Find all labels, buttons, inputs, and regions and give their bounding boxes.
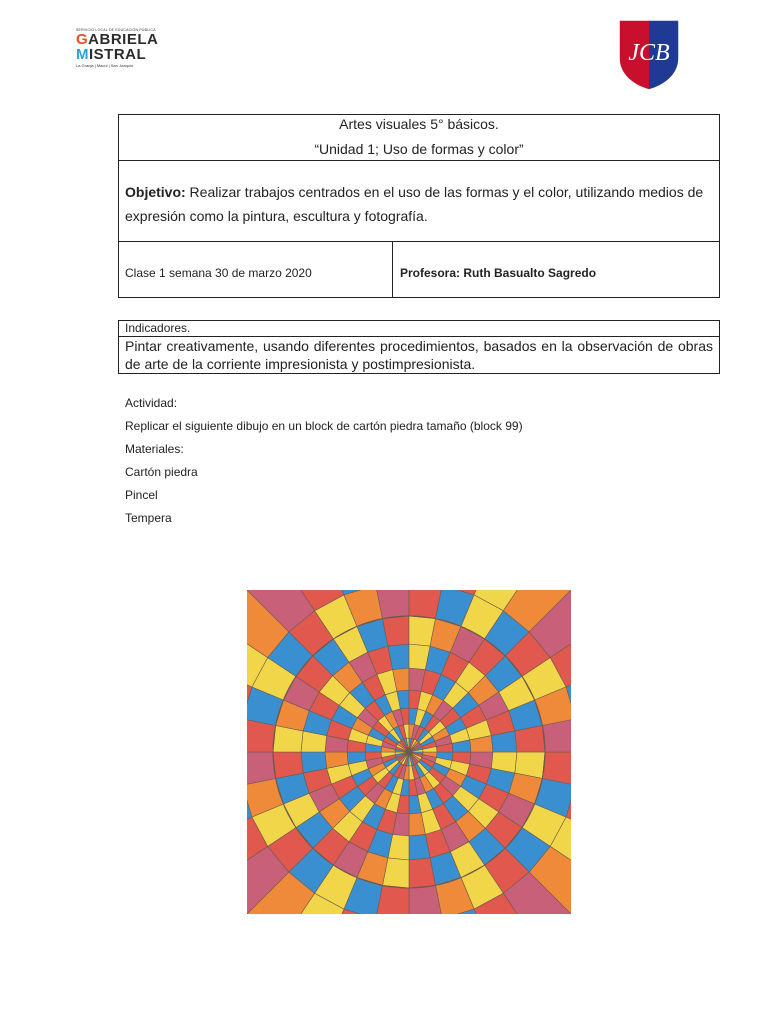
activity-section: [125, 394, 523, 532]
materials-heading: Materiales:: [125, 442, 184, 456]
tunnel-artwork: [247, 590, 571, 914]
course-title: Artes visuales 5° básicos.: [339, 116, 499, 132]
activity-heading: Actividad:: [125, 396, 178, 410]
indicators-text: Pintar creativamente, usando diferentes procedimientos, basados en la observación de obras de arte de la corriente impresionista y postimpresionista.: [125, 338, 713, 372]
objective-label: Objetivo:: [125, 184, 186, 200]
svg-text:JCB: JCB: [628, 40, 670, 66]
logo-service-text: SERVICIO LOCAL DE EDUCACIÓN PÚBLICA: [76, 28, 156, 32]
teacher-cell: [393, 242, 719, 298]
objective-cell: [119, 161, 719, 242]
objective-text: Realizar trabajos centrados en el uso de las formas y el color, utilizando medios de expresión como la pintura, escultura y fotografía.: [125, 184, 704, 224]
indicators-label: Indicadores.: [119, 321, 719, 337]
activity-instruction: Replicar el siguiente dibujo en un block de cartón piedra tamaño (block 99): [125, 419, 523, 433]
logo-tagline: La Granja | Macul | San Joaquín: [76, 63, 134, 68]
lesson-header-table: [118, 114, 720, 298]
unit-title: “Unidad 1; Uso de formas y color”: [314, 141, 524, 157]
material-item: Cartón piedra: [125, 465, 198, 479]
lesson-title-cell: [119, 115, 719, 161]
logo-name-line2: MISTRAL: [76, 46, 147, 63]
class-info-cell: [119, 242, 393, 298]
logo-name-line1: GABRIELA: [76, 31, 159, 48]
material-item: Pincel: [125, 488, 158, 502]
teacher-name: Profesora: Ruth Basualto Sagredo: [400, 266, 597, 280]
example-painting-image: [247, 590, 571, 914]
school-logo: [76, 28, 186, 84]
indicators-table: [118, 320, 720, 374]
material-item: Tempera: [125, 511, 172, 525]
class-info: Clase 1 semana 30 de marzo 2020: [125, 266, 312, 280]
school-crest-icon: [617, 18, 681, 92]
